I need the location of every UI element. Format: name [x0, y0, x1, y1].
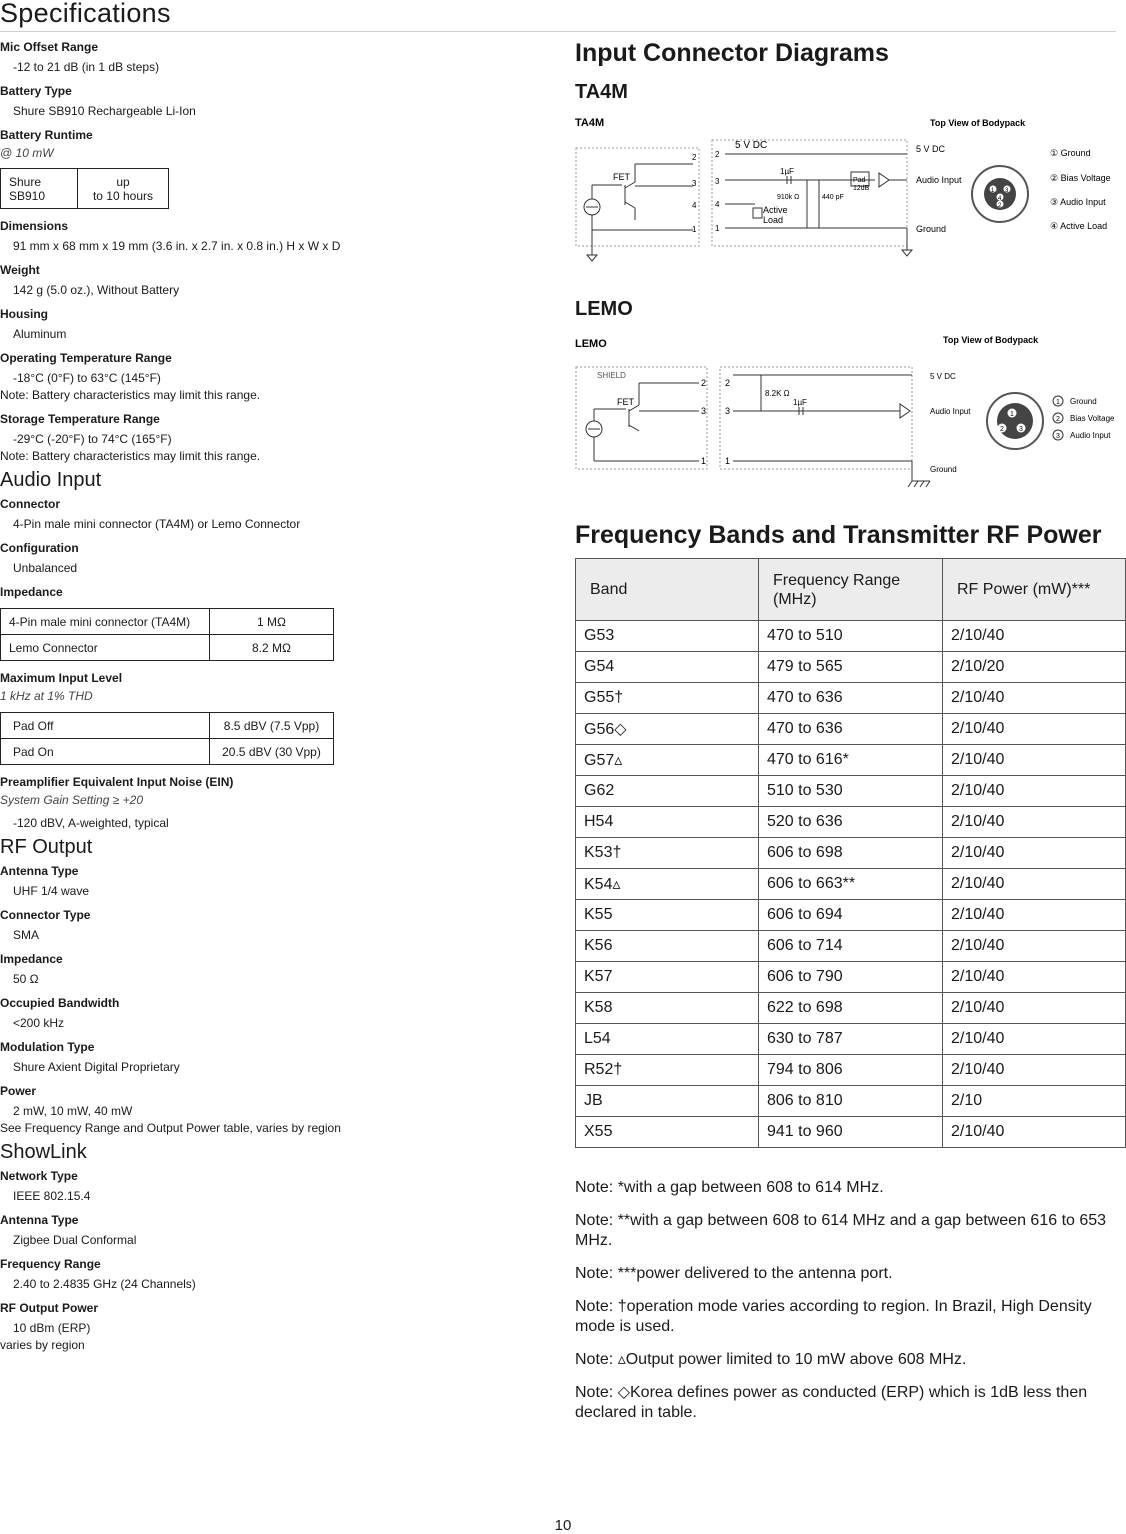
pin-number: 1 — [725, 456, 731, 466]
spec-antenna-type — [0, 864, 560, 898]
frequency-range-cell: 622 to 698 — [759, 993, 943, 1024]
spec-note: Note: Battery characteristics may limit this range. — [0, 449, 261, 463]
band-cell: G54 — [576, 652, 759, 683]
spec-value: 2 mW, 10 mW, 40 mW — [13, 1104, 133, 1118]
table-row — [576, 714, 1126, 745]
rf-power-cell: 2/10/40 — [943, 683, 1126, 714]
spec-ein — [0, 775, 560, 830]
legend-item: ③ Audio Input — [1050, 197, 1106, 207]
notes-block — [575, 1178, 1126, 1423]
spec-operating-temp — [0, 351, 560, 402]
spec-value: -120 dBV, A-weighted, typical — [13, 816, 169, 830]
battery-runtime-table — [0, 168, 169, 209]
ta4m-cap-label: 1µF — [780, 167, 794, 176]
spec-battery-type — [0, 84, 560, 118]
table-row — [576, 745, 1126, 776]
spec-label: Storage Temperature Range — [0, 412, 160, 426]
frequency-bands-table — [575, 558, 1126, 1148]
spec-label: Operating Temperature Range — [0, 351, 172, 365]
rf-power-cell: 2/10/40 — [943, 1117, 1126, 1148]
pin-number: 4 — [715, 200, 720, 209]
frequency-range-cell: 479 to 565 — [759, 652, 943, 683]
pin-number: 2 — [701, 378, 707, 388]
pin-number: 3 — [715, 177, 720, 186]
table-row — [576, 962, 1126, 993]
pin-number: 2 — [1000, 426, 1004, 433]
lemo-mic-box — [576, 367, 707, 469]
frequency-bands-body — [576, 621, 1126, 1148]
pin-number: 2 — [725, 378, 731, 388]
section-heading-rf-output: RF Output — [0, 836, 93, 858]
table-row — [1, 635, 334, 661]
spec-label: Impedance — [0, 952, 63, 966]
pad-setting-cell: Pad On — [1, 739, 210, 765]
table-row — [1, 739, 334, 765]
band-cell: K55 — [576, 900, 759, 931]
pin-number: 3 — [701, 406, 707, 416]
rf-power-cell: 2/10/40 — [943, 745, 1126, 776]
ta4m-wiring-diagram — [575, 110, 1126, 270]
spec-label: Connector Type — [0, 908, 91, 922]
frequency-range-cell: 606 to 698 — [759, 838, 943, 869]
note: Note: *with a gap between 608 to 614 MHz. — [575, 1179, 884, 1196]
spec-value: UHF 1/4 wave — [13, 884, 90, 898]
max-input-table — [0, 712, 334, 765]
ground-icon — [902, 250, 912, 256]
rf-power-cell: 2/10/40 — [943, 962, 1126, 993]
spec-showlink-antenna — [0, 1213, 560, 1247]
pad-value-cell: 8.5 dBV (7.5 Vpp) — [210, 713, 334, 739]
pin-number: 3 — [692, 179, 697, 188]
spec-label: Weight — [0, 263, 40, 277]
ta4m-mic-box — [576, 148, 699, 246]
pin-number: 1 — [991, 188, 995, 194]
frequency-range-cell: 510 to 530 — [759, 776, 943, 807]
table-row — [576, 621, 1126, 652]
rf-power-cell: 2/10/40 — [943, 993, 1126, 1024]
lemo-out-audio: Audio Input — [930, 407, 971, 416]
frequency-range-cell: 470 to 510 — [759, 621, 943, 652]
spec-connector-type — [0, 908, 560, 942]
ta4m-bodypack-box — [712, 140, 907, 246]
rf-power-cell: 2/10 — [943, 1086, 1126, 1117]
amplifier-icon — [879, 173, 889, 187]
ta4m-caption: TA4M — [575, 117, 605, 129]
spec-note: varies by region — [0, 1338, 85, 1352]
spec-rf-impedance — [0, 952, 560, 986]
lemo-heading: LEMO — [575, 298, 633, 320]
ground-icon — [908, 481, 912, 487]
col-header-rf-power: RF Power (mW)*** — [943, 559, 1126, 621]
band-cell: G57▵ — [576, 745, 759, 776]
table-row — [576, 1055, 1126, 1086]
spec-value: 4-Pin male mini connector (TA4M) or Lemo Connector — [13, 517, 301, 531]
table-row — [576, 1086, 1126, 1117]
spec-modulation-type — [0, 1040, 560, 1074]
ta4m-res-label: 910k Ω — [777, 194, 800, 201]
spec-configuration — [0, 541, 560, 575]
pin-number: 1 — [701, 456, 707, 466]
frequency-range-cell: 470 to 636 — [759, 714, 943, 745]
band-cell: L54 — [576, 1024, 759, 1055]
spec-value: 10 dBm (ERP) — [13, 1321, 91, 1335]
spec-condition: 1 kHz at 1% THD — [0, 689, 93, 703]
lemo-shield-label: SHIELD — [597, 371, 626, 380]
ta4m-top-view-label: Top View of Bodypack — [930, 118, 1026, 128]
lemo-wiring-diagram — [575, 325, 1126, 495]
band-cell: R52† — [576, 1055, 759, 1086]
spec-showlink-rf-power — [0, 1301, 560, 1352]
legend-item: ② Bias Voltage — [1050, 173, 1111, 183]
note: Note: ***power delivered to the antenna port. — [575, 1265, 893, 1282]
spec-label: Connector — [0, 497, 60, 511]
lemo-out-5v: 5 V DC — [930, 372, 956, 381]
note: Note: ▵Output power limited to 10 mW above 608 MHz. — [575, 1351, 967, 1368]
frequency-range-cell: 470 to 636 — [759, 683, 943, 714]
spec-battery-runtime — [0, 128, 560, 209]
band-cell: G62 — [576, 776, 759, 807]
legend-number: 2 — [1056, 416, 1060, 423]
spec-label: Battery Type — [0, 84, 72, 98]
frequency-range-cell: 606 to 714 — [759, 931, 943, 962]
frequency-range-cell: 630 to 787 — [759, 1024, 943, 1055]
band-cell: G53 — [576, 621, 759, 652]
lemo-res-label: 8.2K Ω — [765, 389, 790, 398]
table-row — [1, 713, 334, 739]
impedance-value-cell: 1 MΩ — [210, 609, 334, 635]
ta4m-heading: TA4M — [575, 81, 628, 103]
rf-power-cell: 2/10/40 — [943, 1055, 1126, 1086]
col-header-frequency: Frequency Range (MHz) — [759, 559, 943, 621]
spec-value: 2.40 to 2.4835 GHz (24 Channels) — [13, 1277, 196, 1291]
rf-power-cell: 2/10/40 — [943, 838, 1126, 869]
rf-power-cell: 2/10/40 — [943, 621, 1126, 652]
spec-label: Maximum Input Level — [0, 671, 123, 685]
spec-label: Impedance — [0, 585, 63, 599]
spec-label: Antenna Type — [0, 1213, 79, 1227]
lemo-bodypack-box — [720, 367, 912, 469]
lemo-caption: LEMO — [575, 338, 607, 350]
section-heading-audio-input: Audio Input — [0, 469, 102, 491]
lemo-out-ground: Ground — [930, 465, 957, 474]
band-cell: G55† — [576, 683, 759, 714]
spec-network-type — [0, 1169, 560, 1203]
page-number: 10 — [554, 1517, 572, 1534]
spec-power — [0, 1084, 560, 1135]
table-row — [576, 900, 1126, 931]
rf-power-cell: 2/10/40 — [943, 869, 1126, 900]
spec-label: RF Output Power — [0, 1301, 98, 1315]
diagrams-column — [575, 38, 1126, 1436]
spec-condition: @ 10 mW — [0, 146, 54, 160]
amplifier-icon — [900, 404, 910, 418]
spec-value: 142 g (5.0 oz.), Without Battery — [13, 283, 180, 297]
spec-label: Modulation Type — [0, 1040, 95, 1054]
table-row — [576, 1117, 1126, 1148]
rf-power-cell: 2/10/40 — [943, 931, 1126, 962]
spec-value: -18°C (0°F) to 63°C (145°F) — [13, 371, 161, 385]
spec-housing — [0, 307, 560, 341]
pin-number: 3 — [1005, 188, 1009, 194]
spec-label: Housing — [0, 307, 48, 321]
frequency-range-cell: 606 to 694 — [759, 900, 943, 931]
band-cell: K58 — [576, 993, 759, 1024]
runtime-battery-cell: Shure SB910 — [1, 169, 78, 209]
diagrams-heading: Input Connector Diagrams — [575, 39, 889, 67]
spec-value: 91 mm x 68 mm x 19 mm (3.6 in. x 2.7 in. x 0.8 in.) H x W x D — [13, 239, 341, 253]
spec-max-input-level — [0, 671, 560, 765]
table-header-row — [576, 559, 1126, 621]
title-divider — [0, 31, 1116, 32]
lemo-cap-label: 1µF — [793, 398, 807, 407]
ta4m-5v-label: 5 V DC — [735, 140, 768, 151]
pad-setting-cell: Pad Off — [1, 713, 210, 739]
table-row — [576, 1024, 1126, 1055]
band-cell: X55 — [576, 1117, 759, 1148]
spec-value: Shure Axient Digital Proprietary — [13, 1060, 180, 1074]
pin-number: 4 — [692, 201, 697, 210]
frequency-range-cell: 941 to 960 — [759, 1117, 943, 1148]
spec-label: Battery Runtime — [0, 128, 93, 142]
spec-value: Aluminum — [13, 327, 67, 341]
spec-value: Shure SB910 Rechargeable Li-Ion — [13, 104, 196, 118]
spec-label: Frequency Range — [0, 1257, 101, 1271]
note: Note: †operation mode varies according to region. In Brazil, High Density mode is used. — [575, 1298, 1092, 1335]
freq-heading: Frequency Bands and Transmitter RF Power — [575, 521, 1102, 549]
frequency-range-cell: 520 to 636 — [759, 807, 943, 838]
table-row — [576, 807, 1126, 838]
table-row — [576, 838, 1126, 869]
legend-item: ① Ground — [1050, 148, 1091, 158]
spec-label: Antenna Type — [0, 864, 79, 878]
runtime-duration-cell: up to 10 hours — [78, 169, 169, 209]
spec-value: IEEE 802.15.4 — [13, 1189, 91, 1203]
spec-label: Occupied Bandwidth — [0, 996, 120, 1010]
band-cell: H54 — [576, 807, 759, 838]
rf-power-cell: 2/10/40 — [943, 807, 1126, 838]
rf-power-cell: 2/10/40 — [943, 714, 1126, 745]
frequency-range-cell: 470 to 616* — [759, 745, 943, 776]
impedance-table — [0, 608, 334, 661]
spec-occupied-bandwidth — [0, 996, 560, 1030]
spec-weight — [0, 263, 560, 297]
spec-storage-temp — [0, 412, 560, 463]
table-row — [576, 869, 1126, 900]
spec-value: <200 kHz — [13, 1016, 65, 1030]
table-row — [576, 776, 1126, 807]
band-cell: K53† — [576, 838, 759, 869]
rf-power-cell: 2/10/40 — [943, 900, 1126, 931]
page-title: Specifications — [0, 0, 171, 28]
pin-number: 1 — [1010, 411, 1014, 418]
spec-note: Note: Battery characteristics may limit this range. — [0, 388, 261, 402]
ta4m-fet-label: FET — [613, 172, 630, 182]
col-header-band: Band — [576, 559, 759, 621]
table-row — [576, 652, 1126, 683]
note: Note: ◇Korea defines power as conducted (ERP) which is 1dB less then declared in table. — [575, 1384, 1088, 1421]
legend-item: Bias Voltage — [1070, 414, 1115, 423]
pad-value-cell: 20.5 dBV (30 Vpp) — [210, 739, 334, 765]
spec-connector — [0, 497, 560, 531]
pin-number: 3 — [725, 406, 731, 416]
impedance-connector-cell: Lemo Connector — [1, 635, 210, 661]
spec-label: Preamplifier Equivalent Input Noise (EIN) — [0, 775, 234, 789]
ta4m-cap2-label: 440 pF — [822, 194, 844, 201]
band-cell: G56◇ — [576, 714, 759, 745]
section-heading-showlink: ShowLink — [0, 1141, 87, 1163]
spec-condition: System Gain Setting ≥ +20 — [0, 793, 143, 807]
rf-power-cell: 2/10/40 — [943, 1024, 1126, 1055]
spec-label: Configuration — [0, 541, 79, 555]
spec-value: -29°C (-20°F) to 74°C (165°F) — [13, 432, 172, 446]
spec-value: 50 Ω — [13, 972, 39, 986]
impedance-value-cell: 8.2 MΩ — [210, 635, 334, 661]
specifications-column — [0, 40, 560, 1362]
table-row — [576, 683, 1126, 714]
table-row — [576, 993, 1126, 1024]
note: Note: **with a gap between 608 to 614 MHz and a gap between 616 to 653 MHz. — [575, 1212, 1107, 1249]
spec-value: -12 to 21 dB (in 1 dB steps) — [13, 60, 160, 74]
pin-number: 2 — [998, 203, 1002, 209]
impedance-connector-cell: 4-Pin male mini connector (TA4M) — [1, 609, 210, 635]
rf-power-cell: 2/10/20 — [943, 652, 1126, 683]
spec-value: Zigbee Dual Conformal — [13, 1233, 137, 1247]
frequency-range-cell: 806 to 810 — [759, 1086, 943, 1117]
spec-value: Unbalanced — [13, 561, 78, 575]
pin-number: 4 — [998, 196, 1002, 202]
ta4m-out-audio: Audio Input — [916, 175, 962, 185]
ta4m-pad-label: Pad 12dB — [853, 177, 870, 192]
legend-item: Audio Input — [1070, 431, 1111, 440]
legend-number: 1 — [1056, 399, 1060, 406]
spec-showlink-frequency — [0, 1257, 560, 1291]
frequency-range-cell: 794 to 806 — [759, 1055, 943, 1086]
ta4m-active-load-label: Active Load — [763, 205, 788, 225]
table-row — [576, 931, 1126, 962]
pin-number: 1 — [715, 224, 720, 233]
lemo-top-view-label: Top View of Bodypack — [943, 335, 1039, 345]
pin-number: 1 — [692, 225, 697, 234]
spec-mic-offset — [0, 40, 560, 74]
rf-power-cell: 2/10/40 — [943, 776, 1126, 807]
band-cell: K56 — [576, 931, 759, 962]
spec-label: Power — [0, 1084, 37, 1098]
spec-dimensions — [0, 219, 560, 253]
active-load-icon — [753, 208, 762, 218]
spec-label: Network Type — [0, 1169, 78, 1183]
band-cell: K54▵ — [576, 869, 759, 900]
pin-number: 2 — [692, 153, 697, 162]
legend-item: ④ Active Load — [1050, 221, 1108, 231]
spec-impedance — [0, 585, 560, 661]
spec-value: SMA — [13, 928, 40, 942]
pin-number: 2 — [715, 150, 720, 159]
ta4m-out-5v: 5 V DC — [916, 144, 946, 154]
legend-item: Ground — [1070, 397, 1097, 406]
spec-note: See Frequency Range and Output Power table, varies by region — [0, 1121, 341, 1135]
frequency-range-cell: 606 to 663** — [759, 869, 943, 900]
pin-number: 3 — [1019, 426, 1023, 433]
band-cell: JB — [576, 1086, 759, 1117]
spec-label: Dimensions — [0, 219, 69, 233]
ta4m-out-ground: Ground — [916, 224, 947, 234]
ground-icon — [587, 255, 597, 261]
spec-label: Mic Offset Range — [0, 40, 99, 54]
lemo-fet-label: FET — [617, 397, 634, 407]
band-cell: K57 — [576, 962, 759, 993]
legend-number: 3 — [1056, 433, 1060, 440]
frequency-range-cell: 606 to 790 — [759, 962, 943, 993]
table-row — [1, 609, 334, 635]
